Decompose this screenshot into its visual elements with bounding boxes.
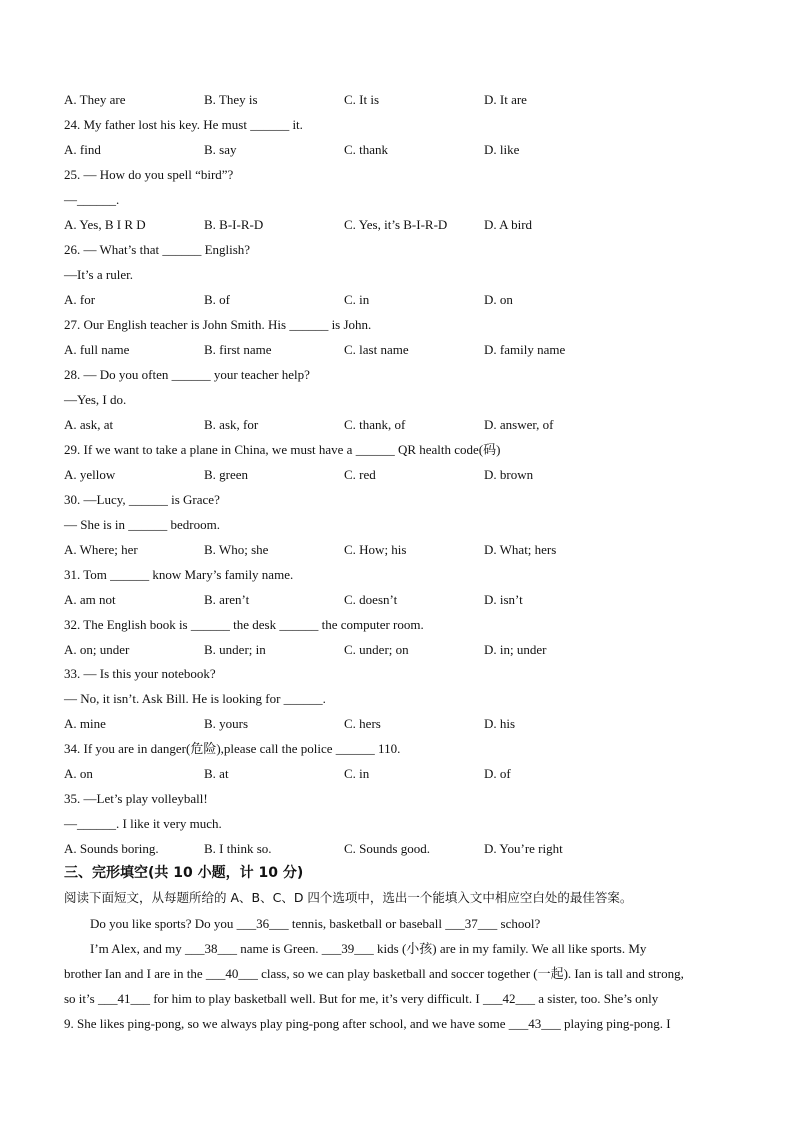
q32-option-b: B. under; in (204, 642, 266, 657)
q25-option-d: D. A bird (484, 217, 533, 232)
q33-response: — No, it isn’t. Ask Bill. He is looking for ______. (64, 691, 326, 706)
q35-option-b: B. I think so. (204, 841, 272, 856)
q31-option-c: C. doesn’t (344, 592, 398, 607)
q27-stem: 27. Our English teacher is John Smith. His ______ is John. (64, 317, 372, 332)
q27-option-b: B. first name (204, 342, 272, 357)
q29-option-a: A. yellow (64, 467, 116, 482)
q28-option-c: C. thank, of (344, 417, 406, 432)
q24-stem: 24. My father lost his key. He must ______ it. (64, 117, 303, 132)
q30-option-b: B. Who; she (204, 542, 269, 557)
q24-option-d: D. like (484, 142, 520, 157)
q26-option-c: C. in (344, 292, 370, 307)
q28-option-b: B. ask, for (204, 417, 259, 432)
passage-line-1: Do you like sports? Do you ___36___ tennis, basketball or baseball ___37___ school? (90, 916, 541, 931)
q32-option-a: A. on; under (64, 642, 130, 657)
q28-option-d: D. answer, of (484, 417, 554, 432)
q33-option-a: A. mine (64, 716, 106, 731)
q26-response: —It’s a ruler. (64, 267, 133, 282)
q34-option-b: B. at (204, 766, 229, 781)
q32-option-d: D. in; under (484, 642, 547, 657)
q25-option-b: B. B-I-R-D (204, 217, 264, 232)
q26-option-b: B. of (204, 292, 230, 307)
q29-option-d: D. brown (484, 467, 534, 482)
q35-option-c: C. Sounds good. (344, 841, 430, 856)
q29-stem: 29. If we want to take a plane in China, we must have a ______ QR health code(码) (64, 442, 501, 457)
q30-stem: 30. —Lucy, ______ is Grace? (64, 492, 220, 507)
q26-option-a: A. for (64, 292, 96, 307)
q28-response: —Yes, I do. (64, 392, 127, 407)
section-heading: 三、完形填空(共 10 小题，计 10 分) (64, 865, 304, 881)
q25-stem: 25. — How do you spell “bird”? (64, 167, 234, 182)
q35-option-d: D. You’re right (484, 841, 563, 856)
q25-option-a: A. Yes, B I R D (64, 217, 146, 232)
q34-option-a: A. on (64, 766, 93, 781)
q33-stem: 33. — Is this your notebook? (64, 666, 216, 681)
q35-option-a: A. Sounds boring. (64, 841, 159, 856)
q34-stem: 34. If you are in danger(危险),please call the police ______ 110. (64, 741, 401, 756)
passage-line-3: brother Ian and I are in the ___40___ class, so we can play basketball and soccer together (一起). Ian is tall and strong, (64, 966, 684, 981)
q23-option-d: D. It are (484, 92, 527, 107)
q29-option-b: B. green (204, 467, 249, 482)
q34-option-c: C. in (344, 766, 370, 781)
q30-option-d: D. What; hers (484, 542, 557, 557)
q28-stem: 28. — Do you often ______ your teacher help? (64, 367, 310, 382)
q28-option-a: A. ask, at (64, 417, 114, 432)
q33-option-d: D. his (484, 716, 516, 731)
q25-response: —______. (64, 192, 120, 207)
q24-option-b: B. say (204, 142, 237, 157)
q27-option-c: C. last name (344, 342, 409, 357)
q23-option-a: A. They are (64, 92, 126, 107)
q25-option-c: C. Yes, it’s B-I-R-D (344, 217, 448, 232)
section-instruction: 阅读下面短文，从每题所给的 A、B、C、D 四个选项中，选出一个能填入文中相应空白处的最佳答案。 (64, 890, 633, 905)
q27-option-a: A. full name (64, 342, 130, 357)
q33-option-b: B. yours (204, 716, 249, 731)
q23-option-b: B. They is (204, 92, 258, 107)
q27-option-d: D. family name (484, 342, 566, 357)
q31-option-a: A. am not (64, 592, 116, 607)
q26-stem: 26. — What’s that ______ English? (64, 242, 251, 257)
q23-option-c: C. It is (344, 92, 380, 107)
passage-line-2: I’m Alex, and my ___38___ name is Green. ___39___ kids (小孩) are in my family. We all like sports. My (90, 941, 647, 956)
q29-option-c: C. red (344, 467, 376, 482)
q33-option-c: C. hers (344, 716, 381, 731)
q30-response: — She is in ______ bedroom. (64, 517, 220, 532)
q31-option-d: D. isn’t (484, 592, 523, 607)
q24-option-c: C. thank (344, 142, 389, 157)
q24-option-a: A. find (64, 142, 101, 157)
q32-stem: 32. The English book is ______ the desk ______ the computer room. (64, 617, 424, 632)
q30-option-a: A. Where; her (64, 542, 138, 557)
q35-response: —______. I like it very much. (64, 816, 222, 831)
q35-stem: 35. —Let’s play volleyball! (64, 791, 208, 806)
q31-stem: 31. Tom ______ know Mary’s family name. (64, 567, 294, 582)
q32-option-c: C. under; on (344, 642, 409, 657)
q30-option-c: C. How; his (344, 542, 407, 557)
passage-line-4: so it’s ___41___ for him to play basketball well. But for me, it’s very difficult. I ___42___ a sister, too. She’s only (64, 991, 659, 1006)
passage-line-5: 9. She likes ping-pong, so we always play ping-pong after school, and we have some ___43___ playing ping-pong. I (64, 1016, 671, 1031)
q26-option-d: D. on (484, 292, 513, 307)
q34-option-d: D. of (484, 766, 511, 781)
q31-option-b: B. aren’t (204, 592, 250, 607)
